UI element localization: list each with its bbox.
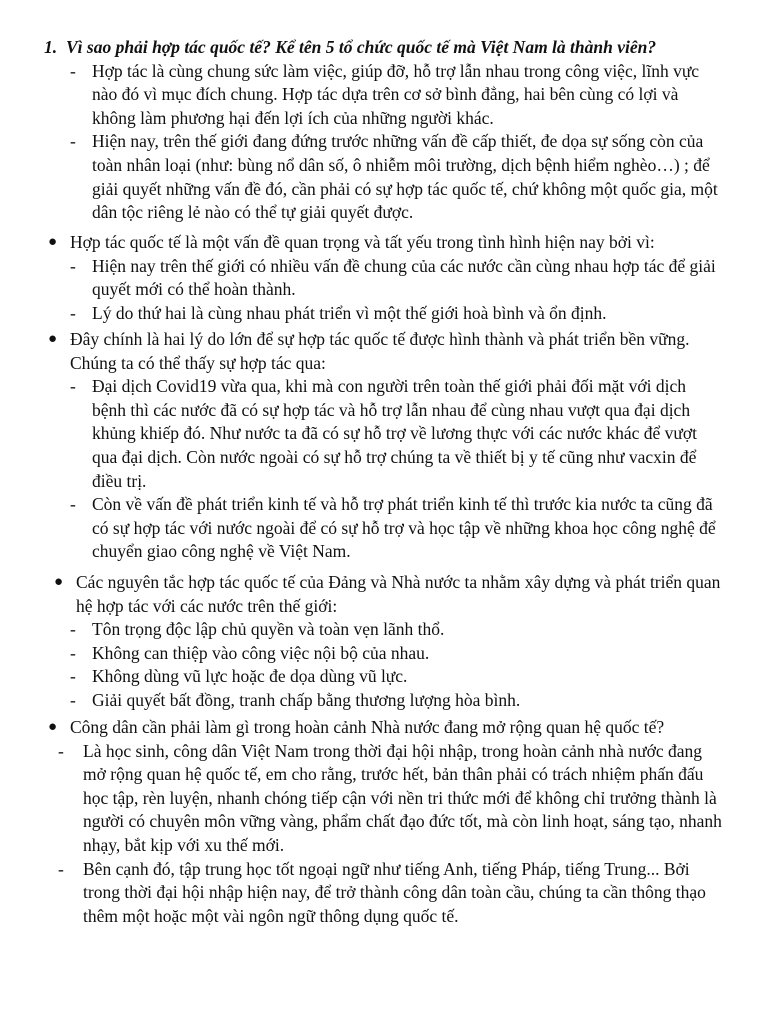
list-item — [0, 740, 768, 858]
list-item — [0, 618, 768, 642]
list-item — [0, 493, 768, 564]
dash-marker: - — [70, 642, 76, 663]
list-item-text: Còn về vấn đề phát triển kinh tế và hỗ trợ phát triển kinh tế thì trước kia nước ta cũng đã có sự hợp tác với nước ngoài để có sự hỗ trợ và học tập về những khoa học công nghệ để chuyển giao công nghệ về Việt Nam. — [92, 494, 716, 562]
list-item-text: Không dùng vũ lực hoặc đe dọa dùng vũ lực. — [92, 666, 408, 687]
question-1-title — [0, 36, 768, 60]
dash-marker: - — [58, 858, 64, 879]
list-item — [0, 60, 768, 131]
bullet-text: Đây chính là hai lý do lớn để sự hợp tác quốc tế được hình thành và phát triển bền vững. Chúng ta có thể thấy sự hợp tác qua: — [70, 329, 690, 373]
section-4 — [0, 716, 768, 928]
bullet-marker: ● — [48, 234, 58, 250]
list-item-text: Lý do thứ hai là cùng nhau phát triển vì một thế giới hoà bình và ổn định. — [92, 302, 607, 323]
section-1 — [0, 231, 768, 325]
bullet-text: Các nguyên tắc hợp tác quốc tế của Đảng và Nhà nước ta nhằm xây dựng và phát triển quan hệ hợp tác với các nước trên thế giới: — [76, 572, 721, 616]
dash-marker: - — [70, 619, 76, 640]
list-item — [0, 689, 768, 713]
dash-marker: - — [70, 302, 76, 323]
list-item-text: Không can thiệp vào công việc nội bộ của nhau. — [92, 642, 430, 663]
question-text: Vì sao phải hợp tác quốc tế? Kể tên 5 tổ chức quốc tế mà Việt Nam là thành viên? — [66, 37, 657, 57]
dash-marker: - — [70, 60, 76, 81]
list-item-text: Hiện nay trên thế giới có nhiều vấn đề chung của các nước cần cùng nhau hợp tác để giải quyết mới có thể hoàn thành. — [92, 255, 716, 300]
dash-marker: - — [70, 255, 76, 276]
dash-marker: - — [70, 689, 76, 710]
list-item-text: Đại dịch Covid19 vừa qua, khi mà con người trên toàn thế giới phải đối mặt với dịch bệnh thì các nước đã có sự hợp tác và hỗ trợ lẫn nhau để cùng nhau vượt qua đại dịch khủng khiếp đó. Như nước ta đã có sự hỗ trợ về lương thực với các nước khác để vượt qua đại dịch. Còn nước ngoài có sự hỗ trợ chúng ta về thiết bị y tế cũng như vacxin để điều trị. — [92, 376, 697, 491]
list-item — [0, 130, 768, 224]
section-2 — [0, 328, 768, 564]
section-3 — [0, 571, 768, 713]
dash-marker: - — [70, 376, 76, 397]
dash-marker: - — [70, 666, 76, 687]
bullet-paragraph — [0, 328, 768, 375]
dash-marker: - — [70, 494, 76, 515]
dash-marker: - — [58, 740, 64, 761]
list-item — [0, 375, 768, 493]
list-item-text: Là học sinh, công dân Việt Nam trong thời đại hội nhập, trong hoàn cảnh nhà nước đang mở rộng quan hệ quốc tế, em cho rằng, trước hết, bản thân phải có trách nhiệm phấn đấu học tập, rèn luyện, nhanh chóng tiếp cận với nền tri thức mới để không chỉ trưởng thành là người có chuyên môn vững vàng, phẩm chất đạo đức tốt, mà còn linh hoạt, sáng tạo, nhanh nhạy, bắt kịp với xu thế mới. — [83, 740, 722, 855]
list-item-text: Tôn trọng độc lập chủ quyền và toàn vẹn lãnh thổ. — [92, 619, 445, 640]
bullet-marker: ● — [48, 719, 58, 735]
bullet-text: Công dân cần phải làm gì trong hoàn cảnh Nhà nước đang mở rộng quan hệ quốc tế? — [70, 717, 665, 737]
list-item-text: Hợp tác là cùng chung sức làm việc, giúp đỡ, hỗ trợ lẫn nhau trong công việc, lĩnh vực nào đó vì mục đích chung. Hợp tác dựa trên cơ sở bình đẳng, hai bên cùng có lợi và không làm phương hại đến lợi ích của những người khác. — [92, 60, 700, 128]
bullet-marker: ● — [54, 574, 64, 590]
question-number: 1. — [44, 37, 58, 57]
list-item-text: Hiện nay, trên thế giới đang đứng trước những vấn đề cấp thiết, đe dọa sự sống còn của toàn nhân loại (như: bùng nổ dân số, ô nhiễm môi trường, dịch bệnh hiểm nghèo…) ; để giải quyết những vấn đề đó, cần phải có sự hợp tác quốc tế, chứ không một quốc gia, một dân tộc riêng lẻ nào có thể tự giải quyết được. — [92, 131, 718, 223]
list-item — [0, 255, 768, 302]
list-item-text: Giải quyết bất đồng, tranh chấp bằng thương lượng hòa bình. — [92, 689, 521, 710]
bullet-paragraph — [0, 231, 768, 255]
bullet-paragraph — [0, 716, 768, 740]
list-item — [0, 302, 768, 326]
list-item — [0, 642, 768, 666]
list-item — [0, 665, 768, 689]
bullet-marker: ● — [48, 331, 58, 347]
bullet-paragraph — [0, 571, 768, 618]
question-1 — [0, 36, 768, 225]
list-item — [0, 858, 768, 929]
bullet-text: Hợp tác quốc tế là một vấn đề quan trọng và tất yếu trong tình hình hiện nay bởi vì: — [70, 232, 655, 252]
dash-marker: - — [70, 131, 76, 152]
list-item-text: Bên cạnh đó, tập trung học tốt ngoại ngữ như tiếng Anh, tiếng Pháp, tiếng Trung... Bởi trong thời đại hội nhập hiện nay, để trở thành công dân toàn cầu, chúng ta cần thông thạo thêm một hoặc một vài ngôn ngữ thông dụng quốc tế. — [83, 858, 706, 926]
